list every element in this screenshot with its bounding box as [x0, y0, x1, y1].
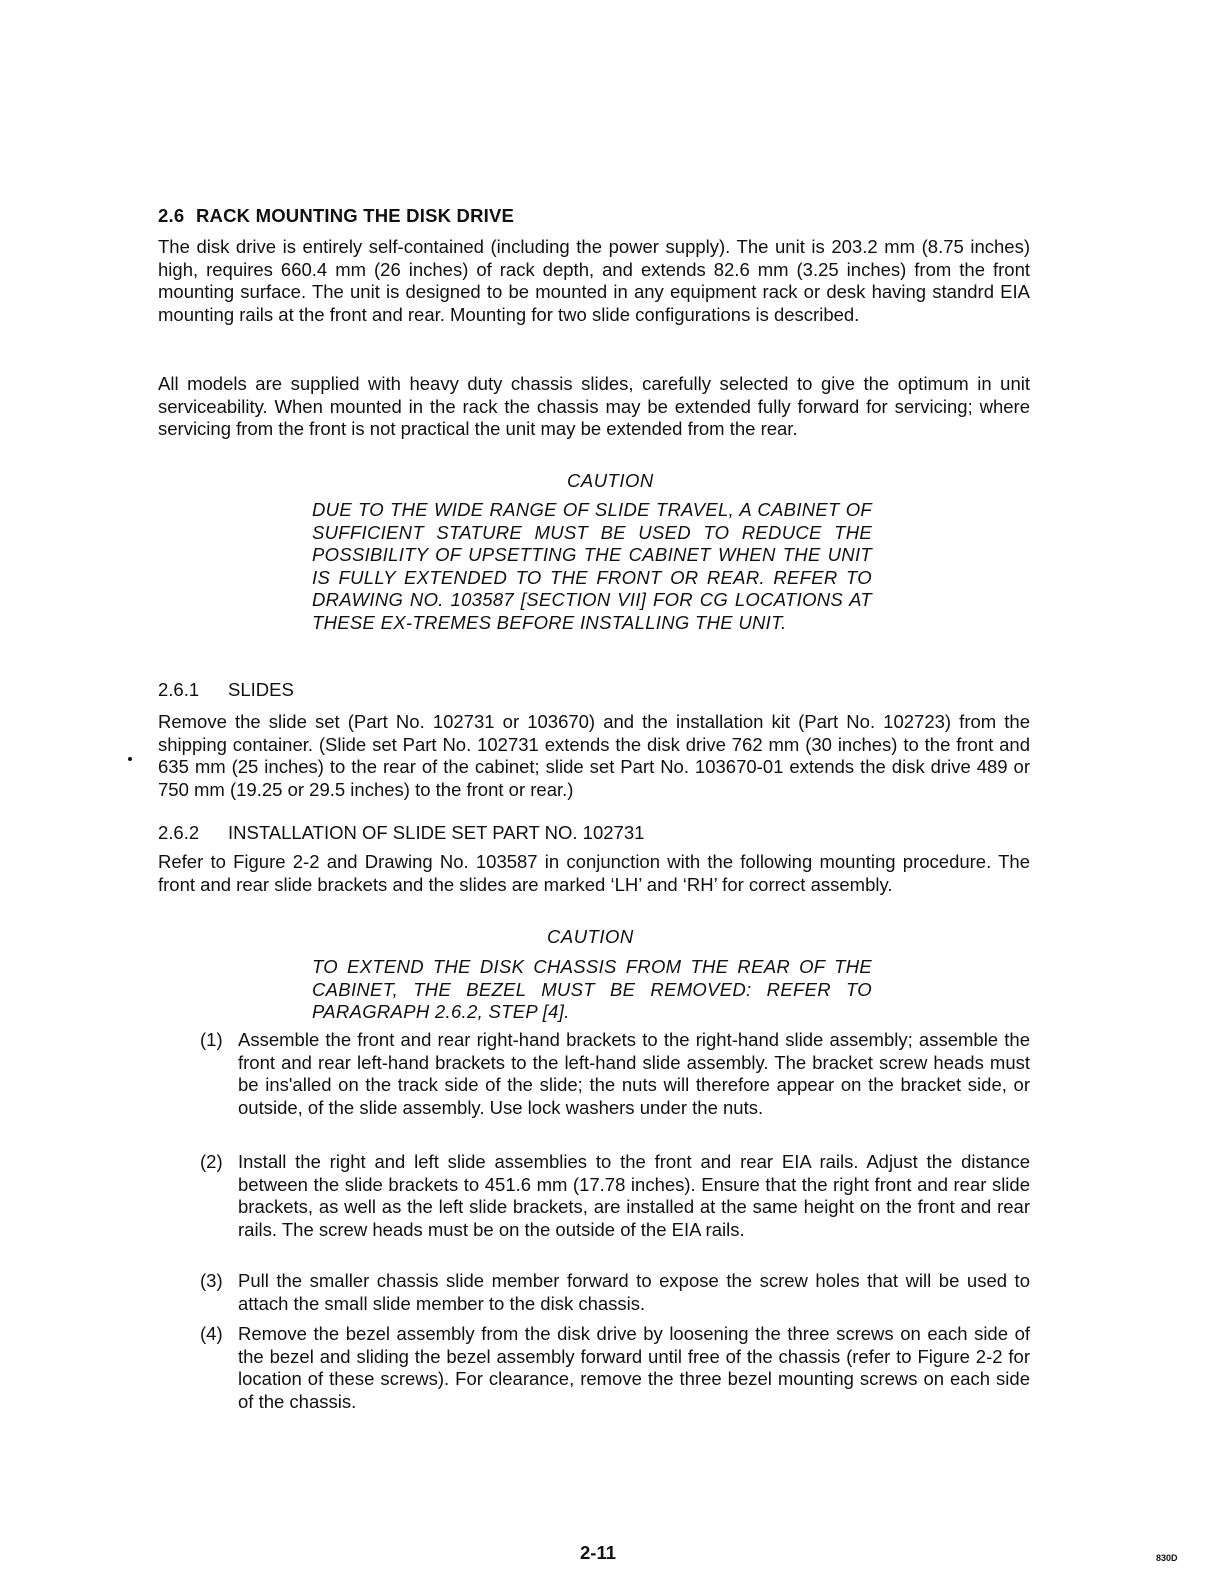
step-text: Assemble the front and rear right-hand brackets to the right-hand slide assembly; assemble the front and rear left-hand brackets to the left-hand slide assembly. The bracket screw heads must be ins'alled on the track side of the slide; the nuts will therefore appear on the bracket side, or outside, of the slide assembly. Use lock washers under the nuts.: [238, 1029, 1030, 1118]
step-marker: (2): [200, 1151, 223, 1172]
step-marker: (4): [200, 1323, 223, 1344]
subsection-title: SLIDES: [228, 679, 294, 700]
margin-mark: [128, 757, 132, 761]
subsection-heading-slides: [158, 679, 294, 701]
section-slides-paragraph: All models are supplied with heavy duty chassis slides, carefully selected to give the optimum in unit serviceability. When mounted in the rack the chassis may be extended fully forward for servicing; where servicing from the front is not practical the unit may be extended from the rear.: [158, 373, 1030, 439]
caution-text: TO EXTEND THE DISK CHASSIS FROM THE REAR OF THE CABINET, THE BEZEL MUST BE REMOVED: REFER TO PARAGRAPH 2.6.2, STEP [4].: [312, 956, 872, 1023]
document-code: 830D: [1156, 1553, 1178, 1563]
caution-label: CAUTION: [547, 926, 634, 947]
slides-paragraph: Remove the slide set (Part No. 102731 or 103670) and the installation kit (Part No. 102723) from the shipping container. (Slide set Part No. 102731 extends the disk drive 762 mm (30 inches) to the front and 635 mm (25 inches) to the rear of the cabinet; slide set Part No. 103670-01 extends the disk drive 489 or 750 mm (19.25 or 29.5 inches) to the front or rear.): [158, 711, 1030, 800]
section-intro-paragraph: The disk drive is entirely self-contained (including the power supply). The unit is 203.2 mm (8.75 inches) high, requires 660.4 mm (26 inches) of rack depth, and extends 82.6 mm (3.25 inches) from the front mounting surface. The unit is designed to be mounted in any equipment rack or desk having standrd EIA mounting rails at the front and rear. Mounting for two slide configurations is described.: [158, 236, 1030, 325]
subsection-number: 2.6.1: [158, 679, 200, 700]
step-marker: (3): [200, 1270, 223, 1291]
subsection-heading-installation: [158, 822, 644, 844]
step-text: Remove the bezel assembly from the disk drive by loosening the three screws on each side of the bezel and sliding the bezel assembly forward until free of the chassis (refer to Figure 2-2 for location of these screws). For clearance, remove the three bezel mounting screws on each side of the chassis.: [238, 1323, 1030, 1412]
procedure-step: [200, 1151, 1030, 1241]
section-heading: [158, 205, 514, 227]
procedure-step: [200, 1323, 1030, 1413]
subsection-number: 2.6.2: [158, 822, 200, 843]
page-number: 2-11: [580, 1542, 617, 1563]
installation-paragraph: Refer to Figure 2-2 and Drawing No. 103587 in conjunction with the following mounting procedure. The front and rear slide brackets and the slides are marked ‘LH’ and ‘RH’ for correct assembly.: [158, 851, 1030, 895]
step-text: Pull the smaller chassis slide member forward to expose the screw holes that will be used to attach the small slide member to the disk chassis.: [238, 1270, 1030, 1314]
caution-text: DUE TO THE WIDE RANGE OF SLIDE TRAVEL, A CABINET OF SUFFICIENT STATURE MUST BE USED TO REDUCE THE POSSIBILITY OF UPSETTING THE CABINET WHEN THE UNIT IS FULLY EXTENDED TO THE FRONT OR REAR. REFER TO DRAWING NO. 103587 [SECTION VII] FOR CG LOCATIONS AT THESE EX-TREMES BEFORE INSTALLING THE UNIT.: [312, 499, 872, 633]
subsection-title: INSTALLATION OF SLIDE SET PART NO. 102731: [228, 822, 645, 843]
section-title: RACK MOUNTING THE DISK DRIVE: [196, 205, 515, 226]
procedure-step: [200, 1270, 1030, 1315]
caution-label: CAUTION: [567, 470, 654, 491]
section-number: 2.6: [158, 205, 185, 226]
procedure-step: [200, 1029, 1030, 1119]
step-text: Install the right and left slide assemblies to the front and rear EIA rails. Adjust the distance between the slide brackets to 451.6 mm (17.78 inches). Ensure that the right front and rear slide brackets, as well as the left slide brackets, are installed at the same height on the front and rear rails. The screw heads must be on the outside of the EIA rails.: [238, 1151, 1030, 1240]
step-marker: (1): [200, 1029, 223, 1050]
